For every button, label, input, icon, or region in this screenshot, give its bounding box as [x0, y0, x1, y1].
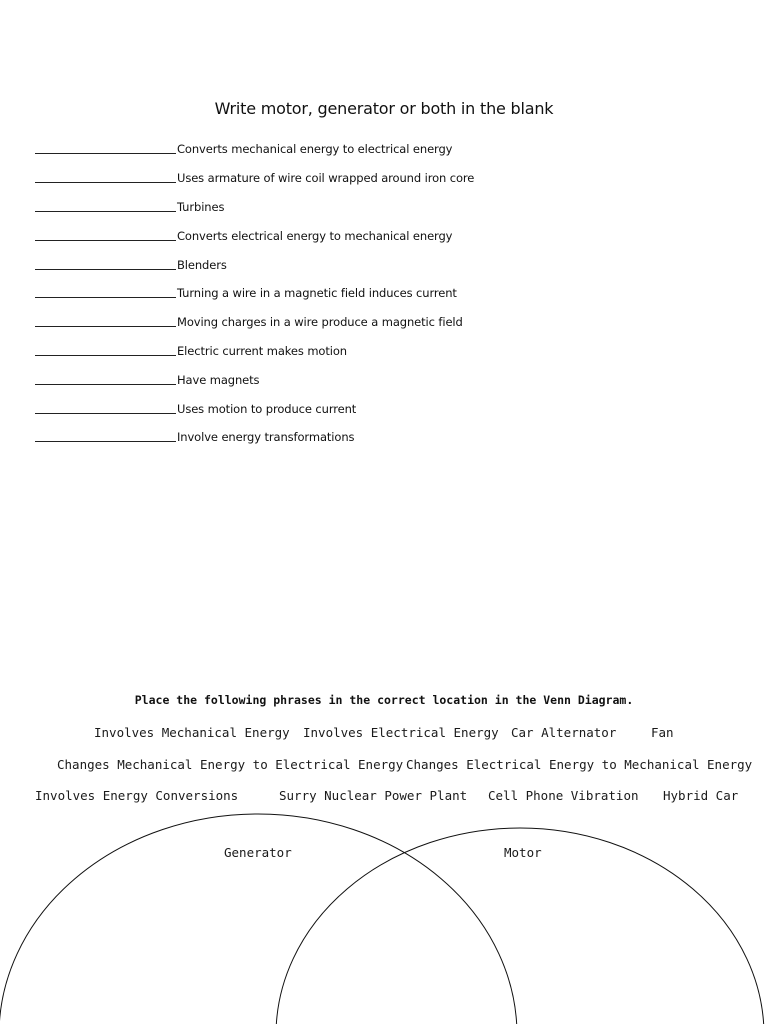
phrase-fan: Fan: [651, 725, 674, 740]
phrase-car-alternator: Car Alternator: [511, 725, 617, 740]
worksheet-title: Write motor, generator or both in the blank: [214, 99, 554, 118]
phrase-cell-phone-vibration: Cell Phone Vibration: [488, 788, 639, 803]
venn-instruction: Place the following phrases in the correct location in the Venn Diagram.: [134, 693, 634, 707]
question-text-5: Blenders: [177, 257, 227, 272]
question-text-4: Converts electrical energy to mechanical energy: [177, 228, 453, 243]
generator-label: Generator: [224, 845, 292, 860]
question-text-10: Uses motion to produce current: [177, 401, 357, 416]
phrase-surry-nuclear-power-plant: Surry Nuclear Power Plant: [279, 788, 468, 803]
phrase-changes-mechanical-to-electrical: Changes Mechanical Energy to Electrical Energy: [57, 757, 404, 772]
phrase-involves-mechanical-energy: Involves Mechanical Energy: [94, 725, 290, 740]
question-text-9: Have magnets: [177, 372, 260, 387]
phrase-hybrid-car: Hybrid Car: [663, 788, 739, 803]
motor-label: Motor: [504, 845, 542, 860]
question-text-11: Involve energy transformations: [177, 430, 355, 445]
question-text-7: Moving charges in a wire produce a magnetic field: [177, 315, 463, 330]
question-text-2: Uses armature of wire coil wrapped around iron core: [177, 171, 475, 186]
phrase-involves-energy-conversions: Involves Energy Conversions: [35, 788, 239, 803]
phrase-changes-electrical-to-mechanical: Changes Electrical Energy to Mechanical Energy: [406, 757, 753, 772]
question-text-3: Turbines: [177, 199, 225, 214]
phrase-involves-electrical-energy: Involves Electrical Energy: [303, 725, 499, 740]
question-text-6: Turning a wire in a magnetic field induces current: [177, 286, 457, 301]
question-text-8: Electric current makes motion: [177, 343, 347, 358]
question-text-1: Converts mechanical energy to electrical energy: [177, 142, 453, 157]
